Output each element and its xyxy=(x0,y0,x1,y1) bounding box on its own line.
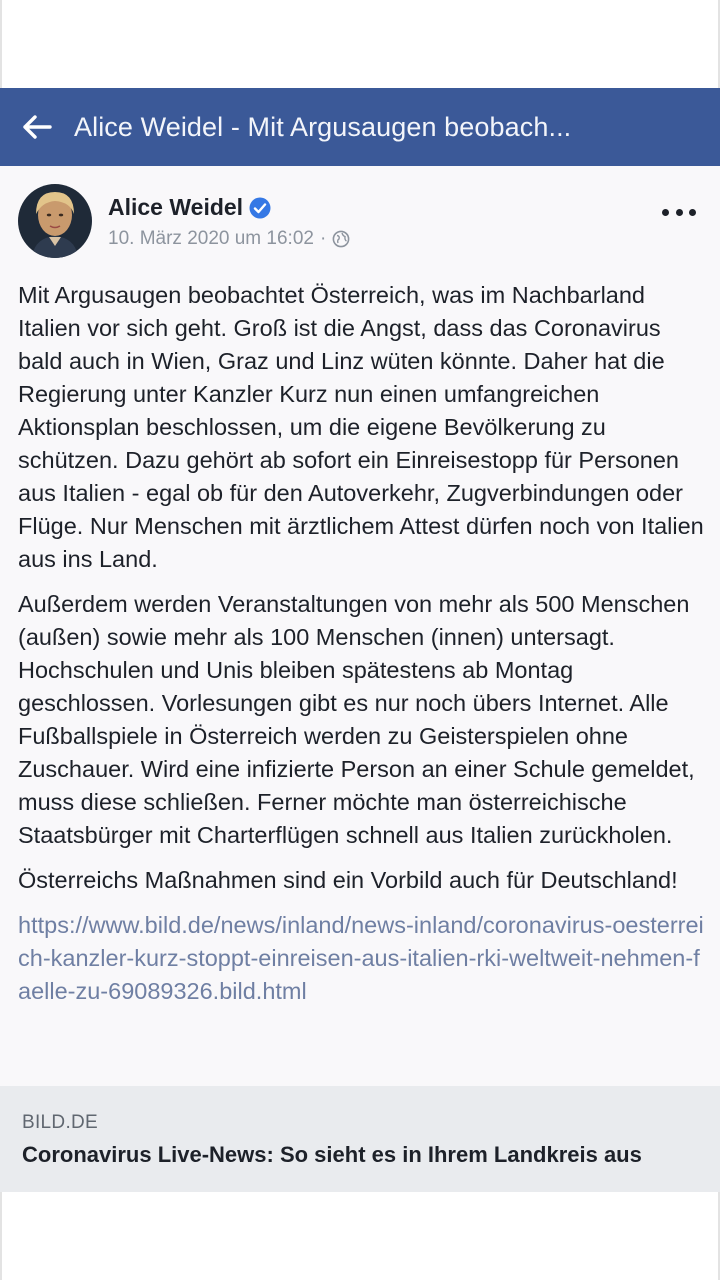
link-source: BILD.DE xyxy=(22,1112,99,1133)
post-link[interactable]: https://www.bild.de/news/inland/news-inland/coronavirus-oesterreich-kanzler-kurz-stoppt-einreisen-aus-italien-rki-weltweit-nehmen-faelle-zu-69089326.bild.html xyxy=(18,912,704,1004)
post-body xyxy=(18,279,708,1008)
post-paragraph-3: Österreichs Maßnahmen sind ein Vorbild auch für Deutschland! xyxy=(18,867,678,893)
more-options-icon[interactable] xyxy=(662,202,696,222)
profile-photo xyxy=(18,184,92,258)
post-paragraph-2: Außerdem werden Veranstaltungen von mehr als 500 Menschen (außen) sowie mehr als 100 Menschen (innen) untersagt. Hochschulen und Unis bleiben spätestens ab Montag geschlossen. Vorlesungen gibt es nur noch übers Internet. Alle Fußballspiele in Österreich werden zu Geisterspielen ohne Zuschauer. Wird eine infizierte Person an einer Schule gemeldet, muss diese schließen. Ferner möchte man österreichische Staatsbürger mit Charterflügen schnell aus Italien zurückholen. xyxy=(18,591,695,848)
globe-icon xyxy=(332,230,350,248)
back-button[interactable] xyxy=(0,88,74,166)
post-timestamp[interactable]: 10. März 2020 um 16:02 xyxy=(108,228,314,249)
post-paragraph-1: Mit Argusaugen beobachtet Österreich, was im Nachbarland Italien vor sich geht. Groß ist die Angst, dass das Coronavirus bald auch in Wien, Graz und Linz wüten könnte. Daher hat die Regierung unter Kanzler Kurz nun einen umfangreichen Aktionsplan beschlossen, um die eigene Bevölkerung zu schützen. Dazu gehört ab sofort ein Einreisestopp für Personen aus Italien - egal ob für den Autoverkehr, Zugverbindungen oder Flüge. Nur Menschen mit ärztlichem Attest dürfen noch von Italien aus ins Land. xyxy=(18,282,704,572)
post-meta xyxy=(108,228,350,250)
link-preview-card[interactable] xyxy=(0,1086,720,1192)
link-title: Coronavirus Live-News: So sieht es in Ihrem Landkreis aus xyxy=(22,1142,642,1167)
author-name[interactable]: Alice Weidel xyxy=(108,194,244,220)
top-app-bar xyxy=(0,88,720,166)
arrow-left-icon xyxy=(22,114,52,140)
meta-separator: · xyxy=(319,228,327,249)
page-title: Alice Weidel - Mit Argusaugen beobach... xyxy=(74,111,572,142)
post-card xyxy=(0,166,720,1086)
author-line xyxy=(108,194,271,221)
verified-badge-icon xyxy=(249,197,271,219)
avatar[interactable] xyxy=(18,184,92,258)
